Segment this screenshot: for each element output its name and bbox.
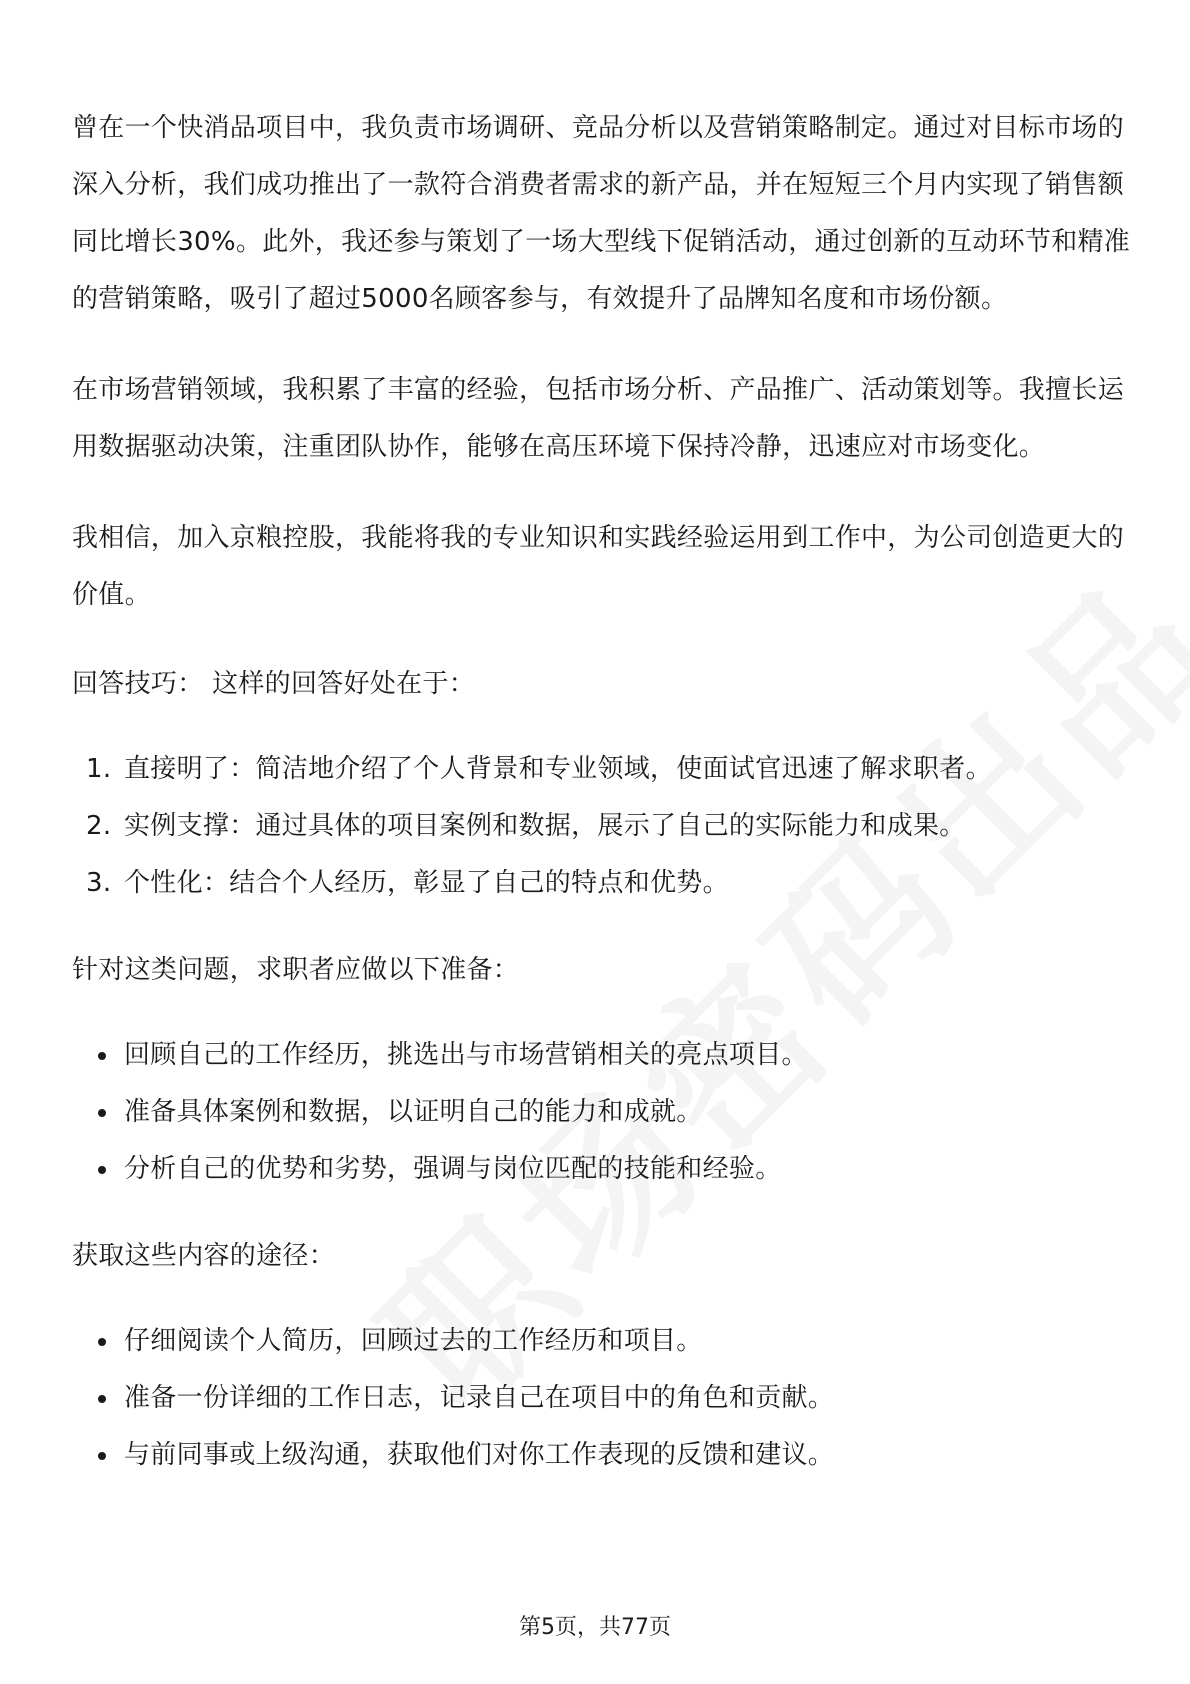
list-item [72,1084,1132,1141]
paragraph-value-statement: 我相信，加入京粮控股，我能将我的专业知识和实践经验运用到工作中，为公司创造更大的价值。 [72,523,1125,610]
list-item-text: 仔细阅读个人简历，回顾过去的工作经历和项目。 [124,1326,703,1356]
list-number: 1. [86,754,112,784]
sources-heading: 获取这些内容的途径： [72,1241,336,1271]
bullet-icon [98,1052,106,1060]
tips-list [72,741,1132,912]
bullet-icon [98,1166,106,1174]
list-item-text: 回顾自己的工作经历，挑选出与市场营销相关的亮点项目。 [124,1040,808,1070]
list-item [72,1427,1132,1484]
page-number-footer: 第5页，共77页 [519,1615,671,1640]
list-item-text: 准备一份详细的工作日志，记录自己在项目中的角色和贡献。 [124,1383,835,1413]
list-item-text: 直接明了：简洁地介绍了个人背景和专业领域，使面试官迅速了解求职者。 [124,754,992,784]
list-item-text: 与前同事或上级沟通，获取他们对你工作表现的反馈和建议。 [124,1440,835,1470]
paragraph-answer-tips: 回答技巧： 这样的回答好处在于： [72,669,476,699]
list-item [72,1313,1132,1370]
list-item [72,1141,1132,1198]
list-item-text: 分析自己的优势和劣势，强调与岗位匹配的技能和经验。 [124,1154,782,1184]
list-item [72,741,1132,798]
bullet-icon [98,1452,106,1460]
preparation-heading: 针对这类问题，求职者应做以下准备： [72,955,520,985]
bullet-icon [98,1338,106,1346]
list-item-text: 准备具体案例和数据，以证明自己的能力和成就。 [124,1097,703,1127]
list-item-text: 个性化：结合个人经历，彰显了自己的特点和优势。 [124,868,729,898]
preparation-list [72,1027,1132,1198]
list-item [72,1370,1132,1427]
paragraph-marketing-skills: 在市场营销领域，我积累了丰富的经验，包括市场分析、产品推广、活动策划等。我擅长运用数据驱动决策，注重团队协作，能够在高压环境下保持冷静，迅速应对市场变化。 [72,375,1125,462]
bullet-icon [98,1395,106,1403]
paragraph-project-experience: 曾在一个快消品项目中，我负责市场调研、竞品分析以及营销策略制定。通过对目标市场的深入分析，我们成功推出了一款符合消费者需求的新产品，并在短短三个月内实现了销售额同比增长30%。此外，我还参与策划了一场大型线下促销活动，通过创新的互动环节和精准的营销策略，吸引了超过5000名顾客参与，有效提升了品牌知名度和市场份额。 [72,113,1131,314]
list-item [72,1027,1132,1084]
sources-list [72,1313,1132,1484]
document-body [72,100,1132,1514]
list-item [72,798,1132,855]
list-number: 2. [86,811,112,841]
list-item [72,855,1132,912]
list-number: 3. [86,868,112,898]
list-item-text: 实例支撑：通过具体的项目案例和数据，展示了自己的实际能力和成果。 [124,811,966,841]
bullet-icon [98,1109,106,1117]
